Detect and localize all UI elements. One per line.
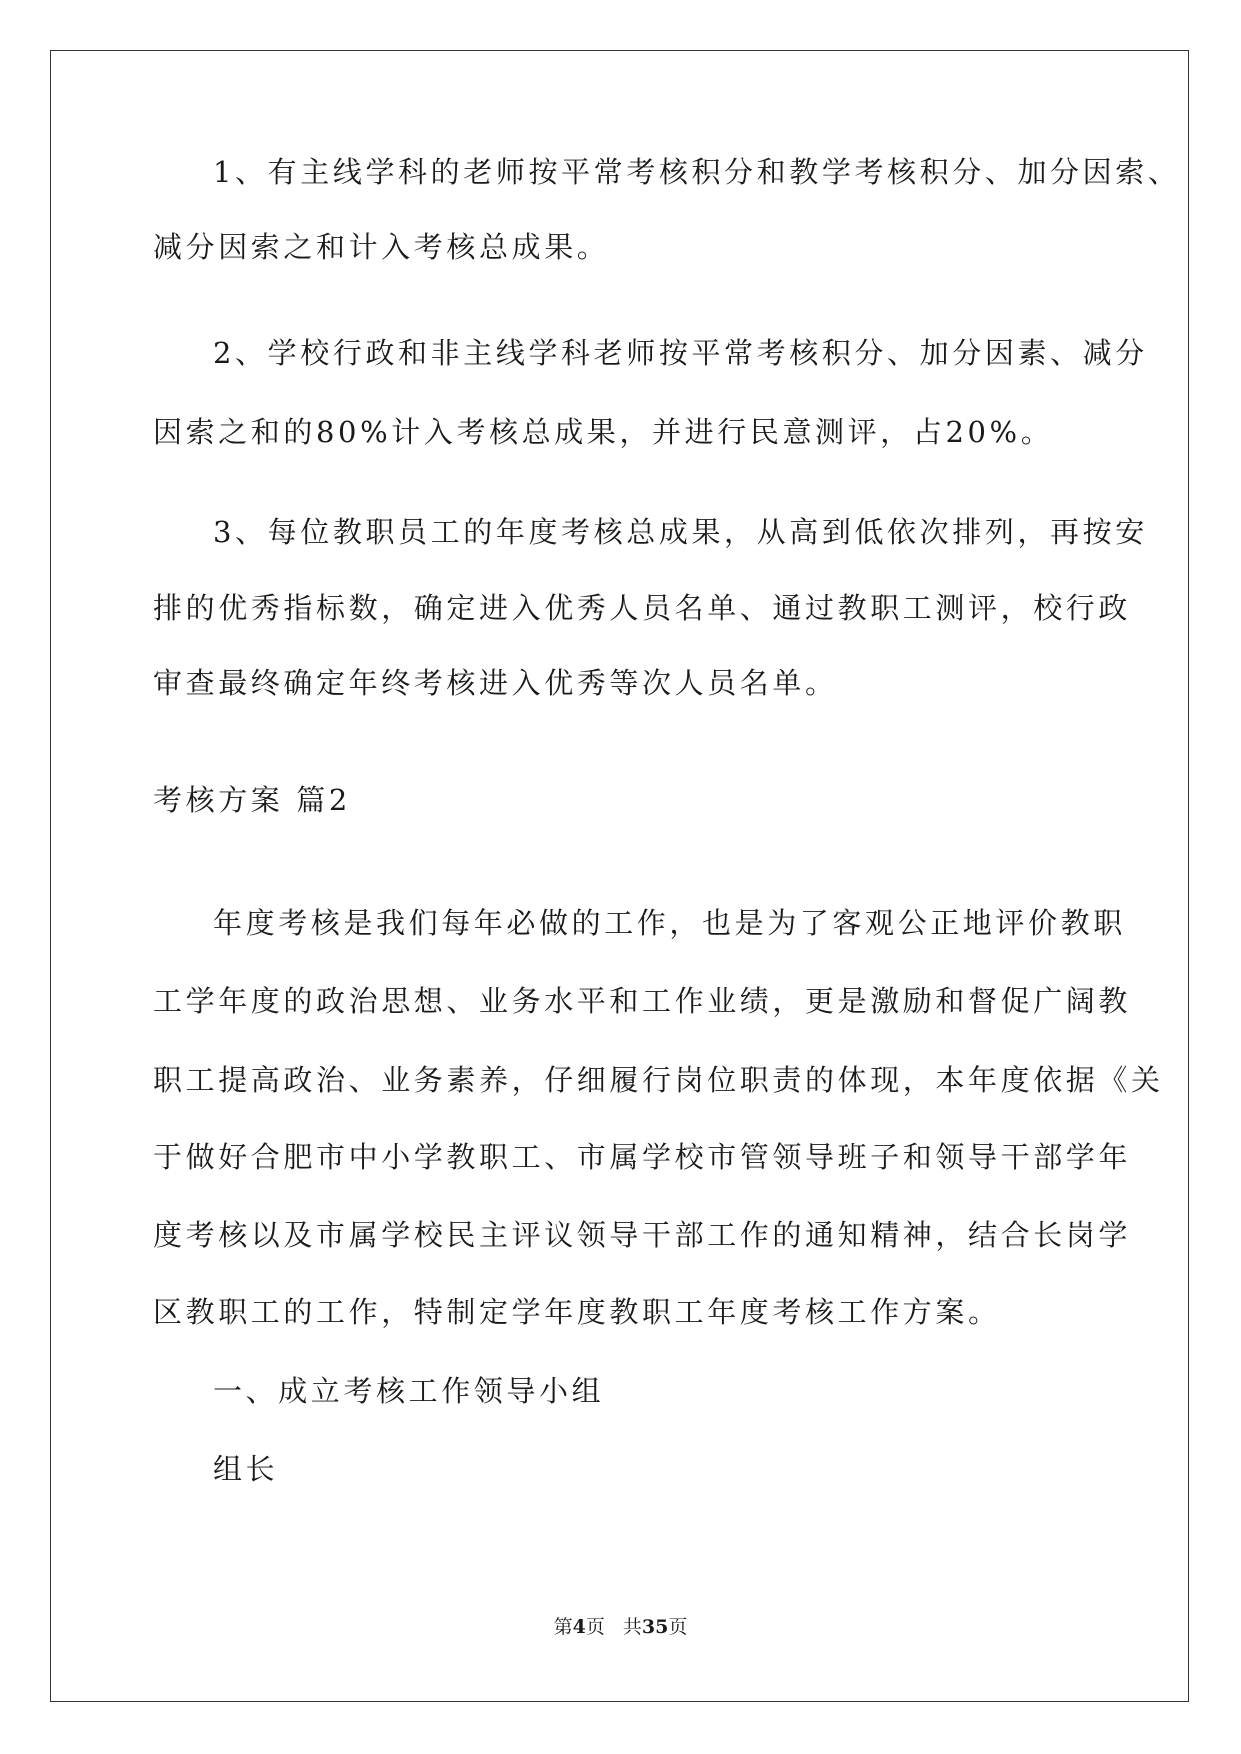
paragraph-line: 工学年度的政治思想、业务水平和工作业绩，更是激励和督促广阔教 [153, 984, 1132, 1018]
paragraph-line: 组长 [213, 1452, 279, 1486]
paragraph-line: 减分因索之和计入考核总成果。 [153, 230, 610, 264]
footer-page-prefix: 第 [553, 1616, 573, 1638]
page-footer [0, 1615, 1241, 1639]
section-heading: 考核方案 篇2 [153, 783, 351, 817]
paragraph-line: 1、有主线学科的老师按平常考核积分和教学考核积分、加分因索、 [213, 155, 1181, 189]
footer-page-number: 4 [572, 1616, 586, 1638]
paragraph-line: 3、每位教职员工的年度考核总成果，从高到低依次排列，再按安 [213, 515, 1148, 549]
paragraph-line: 排的优秀指标数，确定进入优秀人员名单、通过教职工测评，校行政 [153, 591, 1132, 625]
footer-total-suffix: 页 [668, 1616, 688, 1638]
paragraph-line: 审查最终确定年终考核进入优秀等次人员名单。 [153, 666, 838, 700]
paragraph-line: 年度考核是我们每年必做的工作，也是为了客观公正地评价教职 [213, 906, 1126, 940]
paragraph-line: 2、学校行政和非主线学科老师按平常考核积分、加分因素、减分 [213, 336, 1148, 370]
paragraph-line: 职工提高政治、业务素养，仔细履行岗位职责的体现，本年度依据《关 [153, 1063, 1164, 1097]
footer-total-pages: 35 [641, 1616, 669, 1638]
paragraph-line: 于做好合肥市中小学教职工、市属学校市管领导班子和领导干部学年 [153, 1140, 1132, 1174]
paragraph-line: 区教职工的工作，特制定学年度教职工年度考核工作方案。 [153, 1295, 1001, 1329]
footer-page-suffix: 页 [585, 1616, 605, 1638]
paragraph-line: 度考核以及市属学校民主评议领导干部工作的通知精神，结合长岗学 [153, 1218, 1132, 1252]
list-heading: 一、成立考核工作领导小组 [213, 1374, 605, 1408]
paragraph-line: 因索之和的80%计入考核总成果，并进行民意测评，占20%。 [153, 415, 1054, 449]
footer-total-prefix: 共 [622, 1616, 642, 1638]
